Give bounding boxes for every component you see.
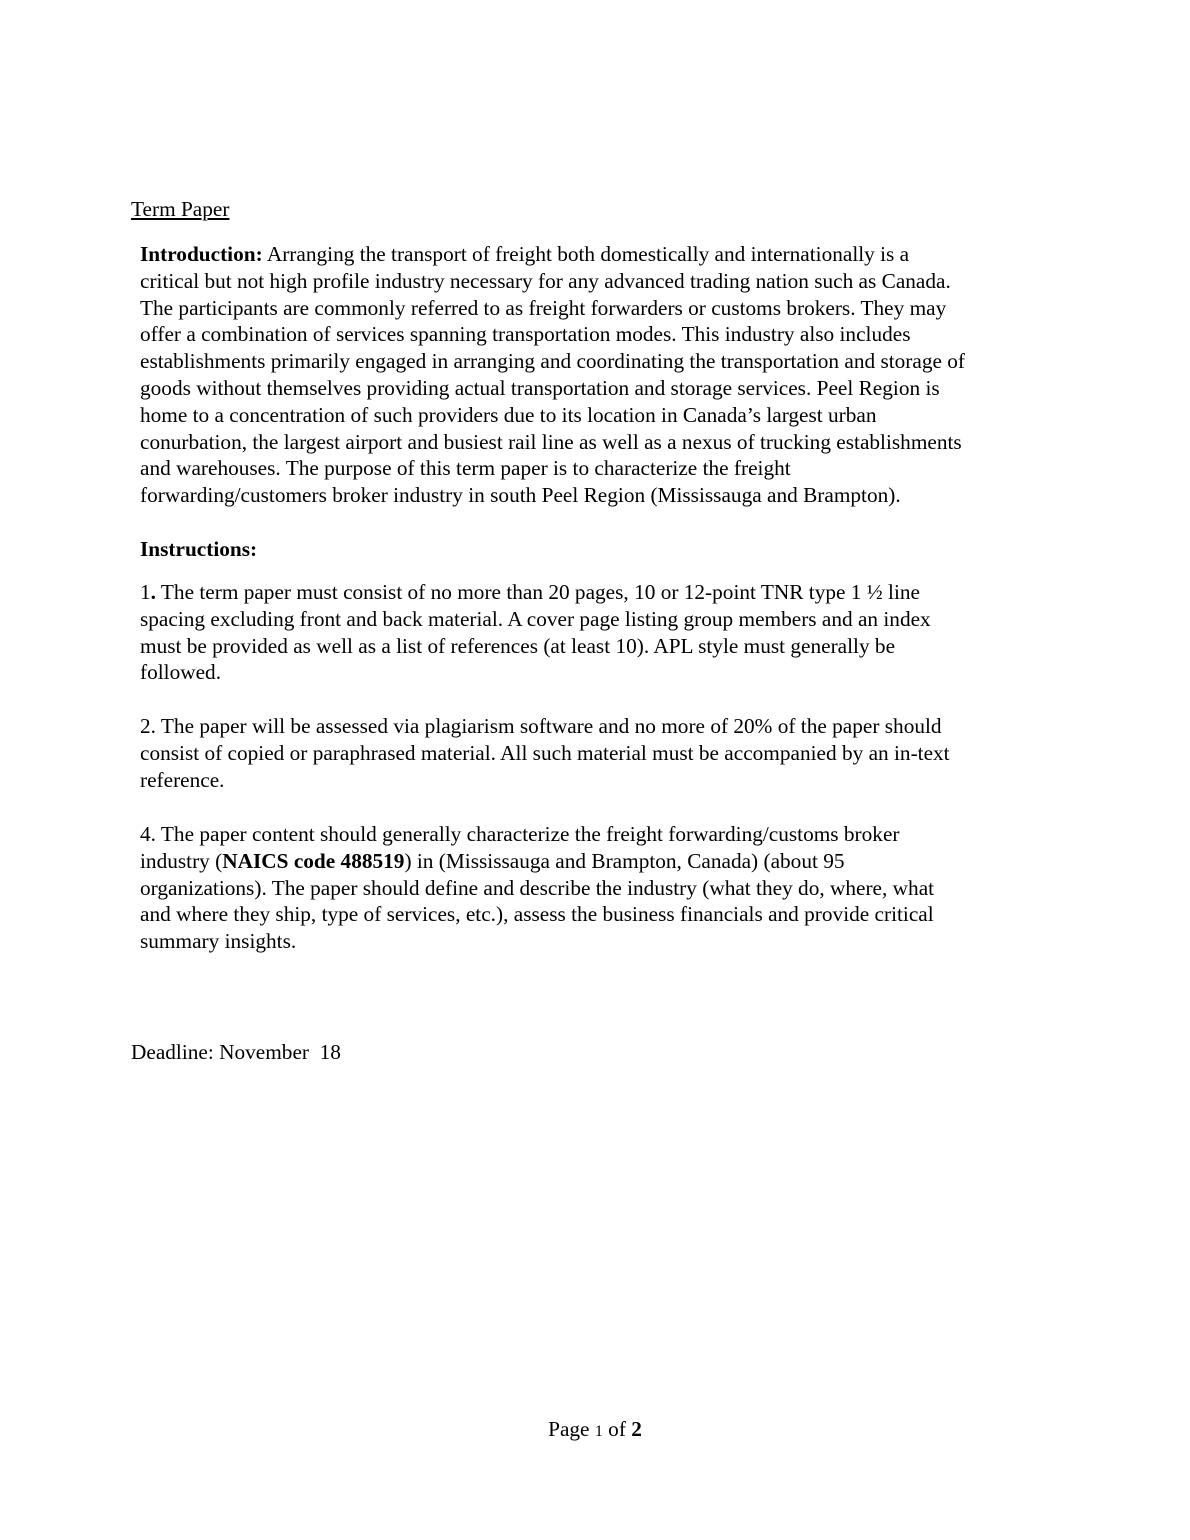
footer-total-pages: 2 — [631, 1417, 642, 1441]
item2-line: consist of copied or paraphrased material. All such material must be accompanied by an in-text — [140, 740, 950, 765]
intro-line: offer a combination of services spanning transportation modes. This industry also includes — [140, 322, 911, 347]
naics-code: NAICS code 488519 — [222, 848, 405, 873]
footer-of-word: of — [602, 1417, 632, 1441]
intro-line-1-text: Arranging the transport of freight both domestically and internationally is a — [262, 242, 910, 266]
document-title: Term Paper — [131, 197, 230, 221]
instruction-item-4 — [140, 821, 1060, 955]
footer-page-word: Page — [548, 1417, 595, 1441]
item4-line: and where they ship, type of services, etc.), assess the business financials and provide critical — [140, 902, 934, 927]
item1-line-1 — [140, 579, 1060, 606]
instructions-heading: Instructions: — [140, 537, 258, 561]
instruction-item-1 — [140, 579, 1060, 686]
item4-line: summary insights. — [140, 929, 297, 954]
footer-current-page: 1 — [594, 1423, 603, 1440]
intro-line: The participants are commonly referred to as freight forwarders or customs brokers. They may — [140, 295, 947, 320]
intro-line: home to a concentration of such providers due to its location in Canada’s largest urban — [140, 402, 877, 427]
item1-line: must be provided as well as a list of references (at least 10). APL style must generally be — [140, 633, 896, 658]
deadline-text: Deadline: November 18 — [131, 1040, 341, 1064]
item4-line-2 — [140, 848, 1060, 875]
intro-line: forwarding/customers broker industry in south Peel Region (Mississauga and Brampton). — [140, 483, 901, 508]
page-footer — [0, 1416, 1190, 1446]
item4-line-2-before: industry ( — [140, 848, 223, 873]
item4-line: organizations). The paper should define and describe the industry (what they do, where, what — [140, 875, 935, 900]
item2-line: reference. — [140, 767, 225, 792]
item4-line: 4. The paper content should generally characterize the freight forwarding/customs broker — [140, 822, 900, 846]
instruction-item-2 — [140, 713, 1060, 793]
introduction-paragraph — [140, 241, 1060, 509]
item1-line-1-text: The term paper must consist of no more than 20 pages, 10 or 12-point TNR type 1 ½ line — [155, 580, 920, 604]
intro-line-1 — [140, 241, 1060, 268]
intro-label: Introduction: — [140, 242, 263, 266]
intro-line: establishments primarily engaged in arranging and coordinating the transportation and storage of — [140, 349, 966, 374]
intro-line: conurbation, the largest airport and busiest rail line as well as a nexus of trucking establishments — [140, 429, 962, 454]
item1-line: followed. — [140, 660, 222, 685]
item1-dot: . — [150, 580, 156, 604]
item1-number: 1 — [140, 580, 151, 604]
item1-line: spacing excluding front and back material. A cover page listing group members and an index — [140, 606, 931, 631]
intro-line: goods without themselves providing actual transportation and storage services. Peel Region is — [140, 375, 940, 400]
item4-line-2-after: ) in (Mississauga and Brampton, Canada) (about 95 — [404, 848, 845, 873]
intro-line: and warehouses. The purpose of this term paper is to characterize the freight — [140, 456, 791, 481]
intro-line: critical but not high profile industry necessary for any advanced trading nation such as Canada. — [140, 268, 951, 293]
item2-line: 2. The paper will be assessed via plagiarism software and no more of 20% of the paper should — [140, 714, 942, 738]
